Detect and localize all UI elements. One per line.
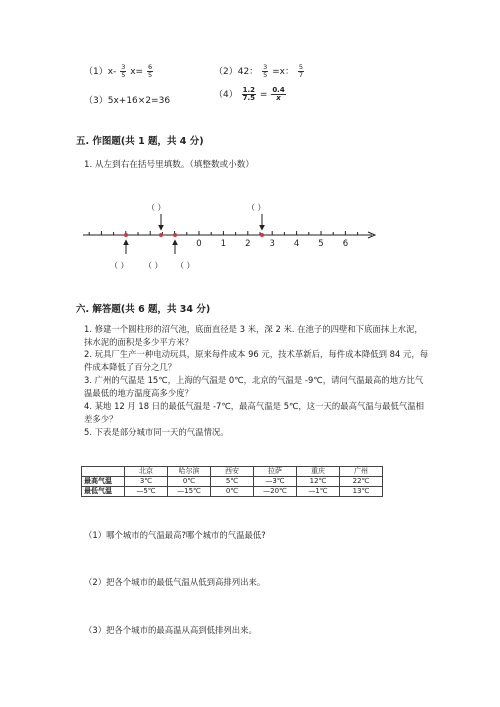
- table-header-cell: 拉萨: [254, 467, 297, 477]
- problem-2: 2. 玩具厂生产一种电动玩具，原来每件成本 96 元，技术革新后，每件成本降低到 84 元，每件成本降低了百分之几？: [84, 349, 429, 372]
- fraction: [147, 64, 153, 79]
- fraction-denominator: 5: [263, 71, 268, 79]
- section-6-heading: 六. 解答题(共 6 题，共 34 分): [76, 304, 211, 315]
- table-row-label: 最低气温: [82, 487, 125, 497]
- problem-4: 4. 某地 12 月 18 日的最低气温是 -7℃，最高气温是 5℃，这一天的最高气温与最低气温相差多少？: [84, 401, 425, 424]
- number-line-label: 4: [293, 239, 300, 249]
- marked-point: [260, 233, 264, 237]
- answer-bracket-top-2[interactable]: （ ）: [247, 203, 266, 212]
- problem-3: 3. 广州的气温是 15℃，上海的气温是 0℃，北京的气温是 -9℃，请问气温最高的地方比气温最低的地方温度高多少度？: [84, 375, 424, 398]
- equation-4-equals: =: [259, 90, 268, 100]
- number-line-labels: [196, 239, 348, 249]
- fraction-denominator: x: [276, 94, 281, 102]
- fraction: [271, 87, 285, 102]
- up-arrow-head-icon: [173, 240, 178, 245]
- table-header-cell: 哈尔滨: [168, 467, 211, 477]
- table-row: [82, 477, 383, 487]
- equation-1-term: x-: [107, 67, 117, 77]
- section-5-question-1: 1. 从左到右在括号里填数。（填整数或小数）: [84, 160, 254, 170]
- fraction-denominator: 7: [298, 71, 303, 79]
- number-line: [80, 196, 380, 276]
- fraction-numerator: 3: [121, 63, 126, 71]
- equation-2-term: =x：: [272, 67, 294, 77]
- answer-bracket-bottom-1[interactable]: （ ）: [110, 261, 129, 270]
- fraction-numerator: 1.2: [242, 86, 256, 94]
- table-cell: 13℃: [340, 487, 383, 497]
- equation-1-term: x=: [130, 67, 144, 77]
- table-cell: 12℃: [297, 477, 340, 487]
- equation-1-label: （1）: [84, 67, 108, 77]
- equation-4-label: （4）: [214, 90, 238, 100]
- temperature-table: [81, 466, 383, 497]
- equation-2: [214, 64, 305, 79]
- number-line-label: 5: [318, 239, 324, 249]
- fraction-denominator: 5: [121, 71, 126, 79]
- equation-3-text: 5x+16×2=36: [107, 96, 171, 106]
- fraction: [120, 64, 126, 79]
- fraction: [262, 64, 268, 79]
- problem-1: 1. 修建一个圆柱形的沼气池，底面直径是 3 米，深 2 米. 在池子的四壁和下底面抹上水泥，抹水泥的面积是多少平方米？: [84, 324, 423, 347]
- problem-5: 5. 下表是部分城市同一天的气温情况。: [84, 427, 229, 437]
- fraction-numerator: 5: [298, 63, 303, 71]
- number-line-label: 1: [220, 239, 227, 249]
- sub-question-3: （3）把各个城市的最高温从高到低排列出来。: [84, 625, 257, 635]
- table-header-cell: 北京: [125, 467, 168, 477]
- table-header-row: [82, 467, 383, 477]
- table-cell: —3℃: [254, 477, 297, 487]
- equation-2-term: 42：: [237, 67, 259, 77]
- table-header-cell: 西安: [211, 467, 254, 477]
- marked-point: [124, 233, 128, 237]
- fraction: [242, 87, 256, 102]
- equation-2-label: （2）: [214, 67, 238, 77]
- fraction-denominator: 5: [147, 71, 153, 79]
- table-cell: —5℃: [125, 487, 168, 497]
- equation-1: [84, 64, 154, 79]
- table-row-label: 最高气温: [82, 477, 125, 487]
- table-cell: —15℃: [168, 487, 211, 497]
- answer-bracket-bottom-2[interactable]: （ ）: [144, 261, 163, 270]
- up-arrow-head-icon: [124, 240, 129, 245]
- table-cell: 3℃: [125, 477, 168, 487]
- number-line-label: 0: [196, 239, 202, 249]
- answer-bracket-top-1[interactable]: （ ）: [147, 203, 166, 212]
- number-line-label: 2: [245, 239, 251, 249]
- fraction-numerator: 3: [263, 63, 268, 71]
- equation-4: [214, 87, 287, 102]
- sub-question-1: （1）哪个城市的气温最高?哪个城市的气温最低?: [84, 530, 266, 540]
- answer-bracket-bottom-3[interactable]: （ ）: [176, 261, 195, 270]
- fraction: [298, 64, 304, 79]
- fraction-denominator: 7.5: [242, 94, 256, 102]
- table-cell: 0℃: [211, 487, 254, 497]
- table-corner-cell: [82, 467, 125, 477]
- table-header-cell: 广州: [340, 467, 383, 477]
- marked-point: [159, 233, 163, 237]
- equation-3: [84, 93, 170, 106]
- table-row: [82, 487, 383, 497]
- equation-3-label: （3）: [84, 96, 108, 106]
- number-line-label: 3: [269, 239, 275, 249]
- down-arrow-head-icon: [260, 225, 265, 230]
- fraction-numerator: 0.4: [272, 86, 285, 94]
- table-cell: 22℃: [340, 477, 383, 487]
- table-cell: —20℃: [254, 487, 297, 497]
- number-line-label: 6: [342, 239, 349, 249]
- table-cell: 0℃: [168, 477, 211, 487]
- marked-point: [173, 233, 177, 237]
- down-arrow-head-icon: [159, 225, 164, 230]
- number-line-ticks: [89, 231, 357, 235]
- table-cell: —1℃: [297, 487, 340, 497]
- table-header-cell: 重庆: [297, 467, 340, 477]
- sub-question-2: （2）把各个城市的最低气温从低到高排列出来。: [84, 577, 266, 587]
- fraction-numerator: 6: [147, 63, 153, 71]
- section-5-heading: 五. 作图题(共 1 题，共 4 分): [76, 136, 204, 147]
- table-cell: 5℃: [211, 477, 254, 487]
